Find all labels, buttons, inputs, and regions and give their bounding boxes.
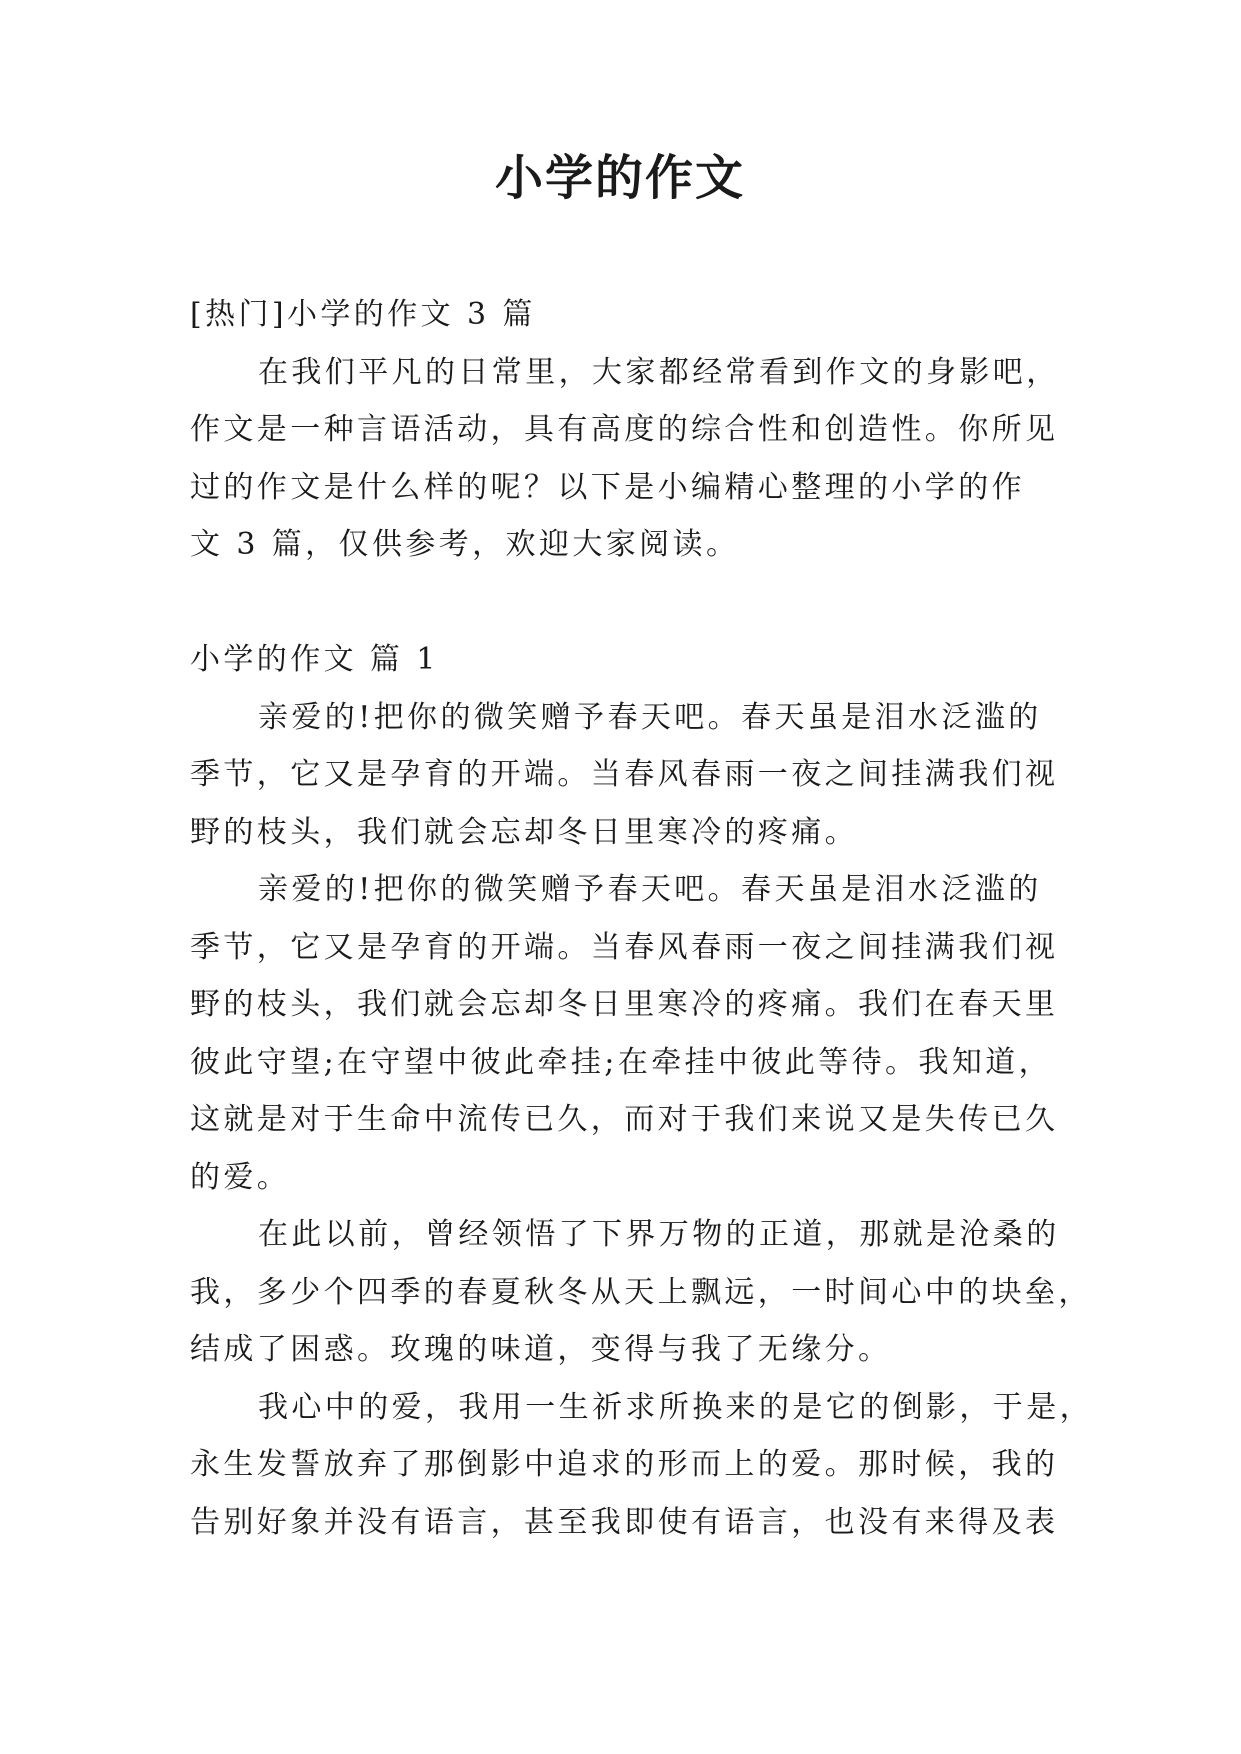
paragraph-line: 野的枝头，我们就会忘却冬日里寒冷的疼痛。 <box>190 814 858 850</box>
paragraph-2 <box>190 861 1059 1206</box>
paragraph-line: 亲爱的!把你的微笑赠予春天吧。春天虽是泪水泛滥的 <box>258 699 1042 735</box>
paragraph-line: 野的枝头，我们就会忘却冬日里寒冷的疼痛。我们在春天里 <box>190 987 1059 1022</box>
paragraph-line: 季节，它又是孕育的开端。当春风春雨一夜之间挂满我们视 <box>190 757 1059 792</box>
paragraph-line: 这就是对于生命中流传已久，而对于我们来说又是失传已久 <box>190 1102 1059 1137</box>
paragraph-3 <box>190 1206 1092 1379</box>
paragraph-line: 季节，它又是孕育的开端。当春风春雨一夜之间挂满我们视 <box>190 929 1059 965</box>
section-gap <box>190 574 1050 632</box>
paragraph-4 <box>190 1379 1093 1552</box>
section-heading: 小学的作文 篇 1 <box>190 642 439 677</box>
paragraph-line: 我，多少个四季的春夏秋冬从天上飘远，一时间心中的块垒， <box>190 1274 1092 1310</box>
paragraph-line: 过的作文是什么样的呢？以下是小编精心整理的小学的作 <box>190 469 1025 505</box>
paragraph-line: 告别好象并没有语言，甚至我即使有语言，也没有来得及表 <box>190 1504 1059 1540</box>
document-body <box>190 286 1093 1551</box>
paragraph-1 <box>190 689 1059 862</box>
paragraph-line: 我心中的爱，我用一生祈求所换来的是它的倒影，于是， <box>258 1389 1093 1425</box>
paragraph-line: 结成了困惑。玫瑰的味道，变得与我了无缘分。 <box>190 1332 892 1367</box>
document-subtitle: [热门]小学的作文 3 篇 <box>190 297 536 332</box>
paragraph-line: 永生发誓放弃了那倒影中追求的形而上的爱。那时候，我的 <box>190 1447 1059 1482</box>
paragraph-line: 在此以前，曾经领悟了下界万物的正道，那就是沧桑的 <box>258 1217 1060 1252</box>
paragraph-line: 亲爱的!把你的微笑赠予春天吧。春天虽是泪水泛滥的 <box>258 872 1042 907</box>
paragraph-line: 在我们平凡的日常里，大家都经常看到作文的身影吧， <box>258 354 1060 390</box>
paragraph-line: 的爱。 <box>190 1159 291 1195</box>
intro-paragraph <box>190 344 1060 574</box>
paragraph-line: 作文是一种言语活动，具有高度的综合性和创造性。你所见 <box>190 412 1059 447</box>
paragraph-line: 文 3 篇，仅供参考，欢迎大家阅读。 <box>190 527 740 562</box>
paragraph-line: 彼此守望;在守望中彼此牵挂;在牵挂中彼此等待。我知道， <box>190 1044 1053 1080</box>
document-title: 小学的作文 <box>494 150 745 206</box>
